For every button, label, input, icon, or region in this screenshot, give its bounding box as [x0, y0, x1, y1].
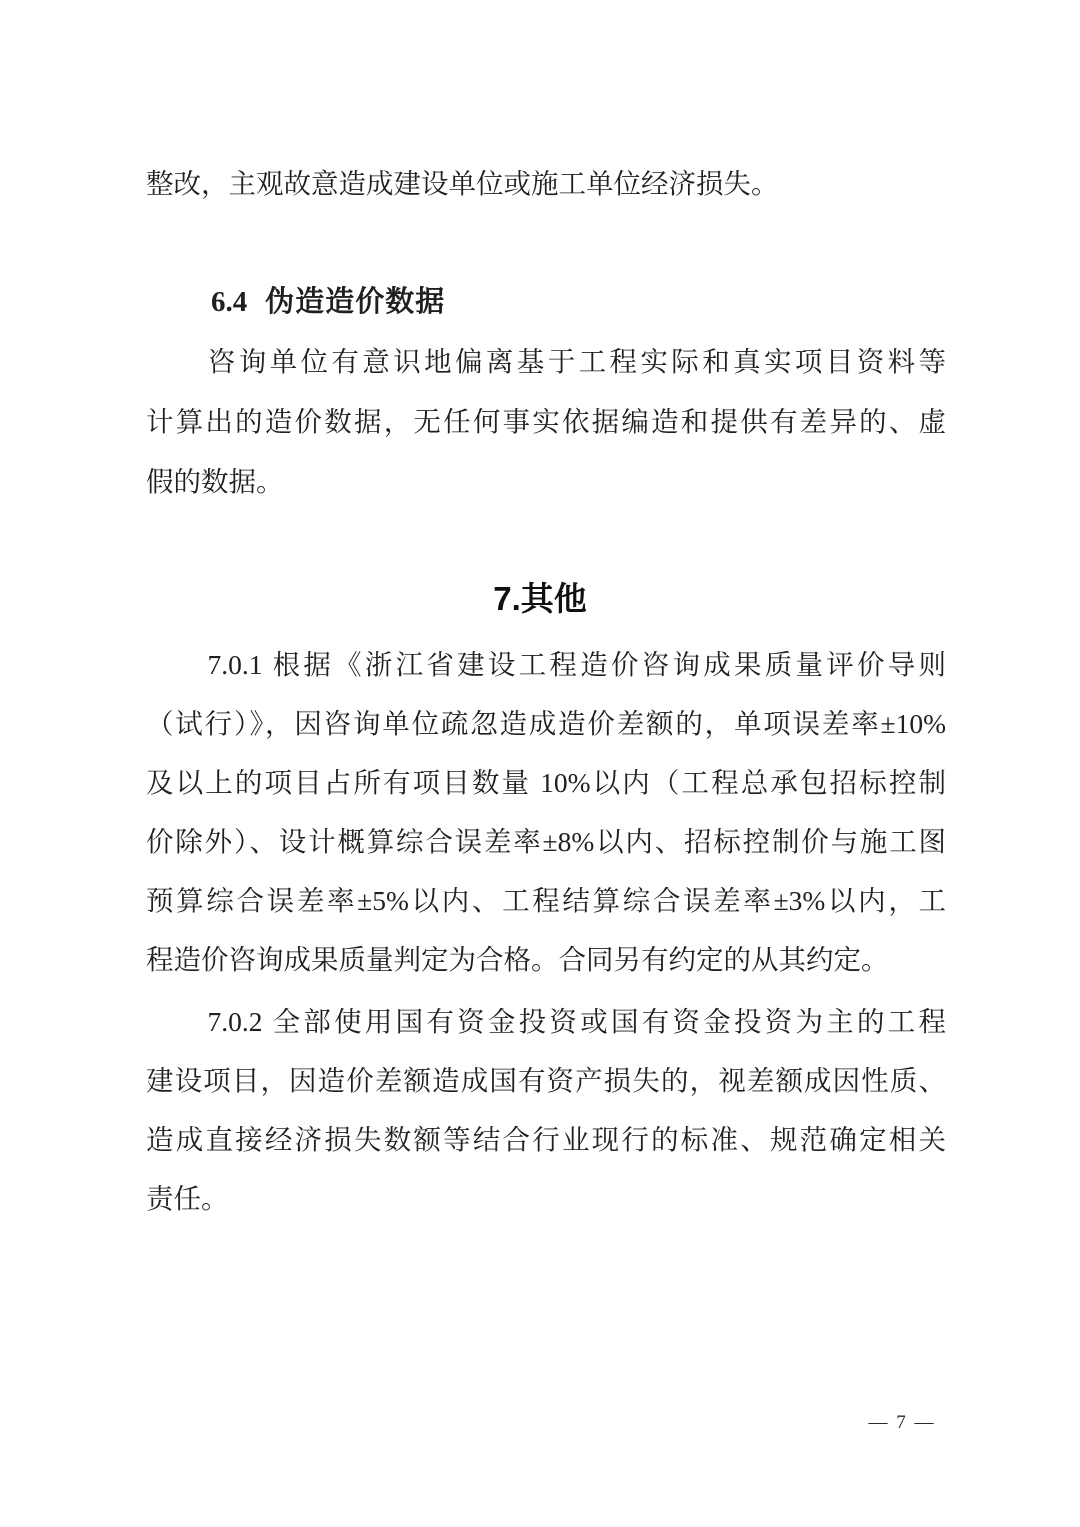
text-line: 及以上的项目占所有项目数量 10%以内（工程总承包招标控制 [146, 767, 946, 798]
page-number: — 7 — [868, 1412, 936, 1433]
section-heading-6-4 [211, 284, 445, 320]
text-line: 程造价咨询成果质量判定为合格。合同另有约定的从其约定。 [146, 944, 889, 975]
text-line: 建设项目，因造价差额造成国有资产损失的，视差额成因性质、 [146, 1065, 946, 1096]
text-line: 造成直接经济损失数额等结合行业现行的标准、规范确定相关 [146, 1124, 946, 1155]
text-line: 价除外）、设计概算综合误差率±8%以内、招标控制价与施工图 [146, 826, 946, 857]
section-number: 6.4 [211, 286, 248, 318]
section-title: 伪造造价数据 [265, 286, 446, 318]
paragraph-clause-7-0-1 [146, 635, 946, 989]
paragraph-section-6-4-body [146, 332, 946, 512]
text-line: 7.0.1 根据《浙江省建设工程造价咨询成果质量评价导则 [146, 649, 946, 680]
paragraph-clause-7-0-2 [146, 992, 946, 1228]
text-line: 假的数据。 [146, 466, 284, 497]
text-line: 咨询单位有意识地偏离基于工程实际和真实项目资料等 [146, 346, 946, 377]
text-line: 预算综合误差率±5%以内、工程结算综合误差率±3%以内，工 [146, 885, 946, 916]
text-line: 责任。 [146, 1183, 229, 1214]
paragraph-continuation [146, 154, 946, 214]
text-line: （试行）》，因咨询单位疏忽造成造价差额的，单项误差率±10% [146, 708, 946, 739]
chapter-heading-7: 7.其他 [493, 580, 587, 617]
text-line: 整改，主观故意造成建设单位或施工单位经济损失。 [146, 168, 779, 199]
text-line: 7.0.2 全部使用国有资金投资或国有资金投资为主的工程 [146, 1006, 946, 1037]
text-line: 计算出的造价数据，无任何事实依据编造和提供有差异的、虚 [146, 406, 946, 437]
